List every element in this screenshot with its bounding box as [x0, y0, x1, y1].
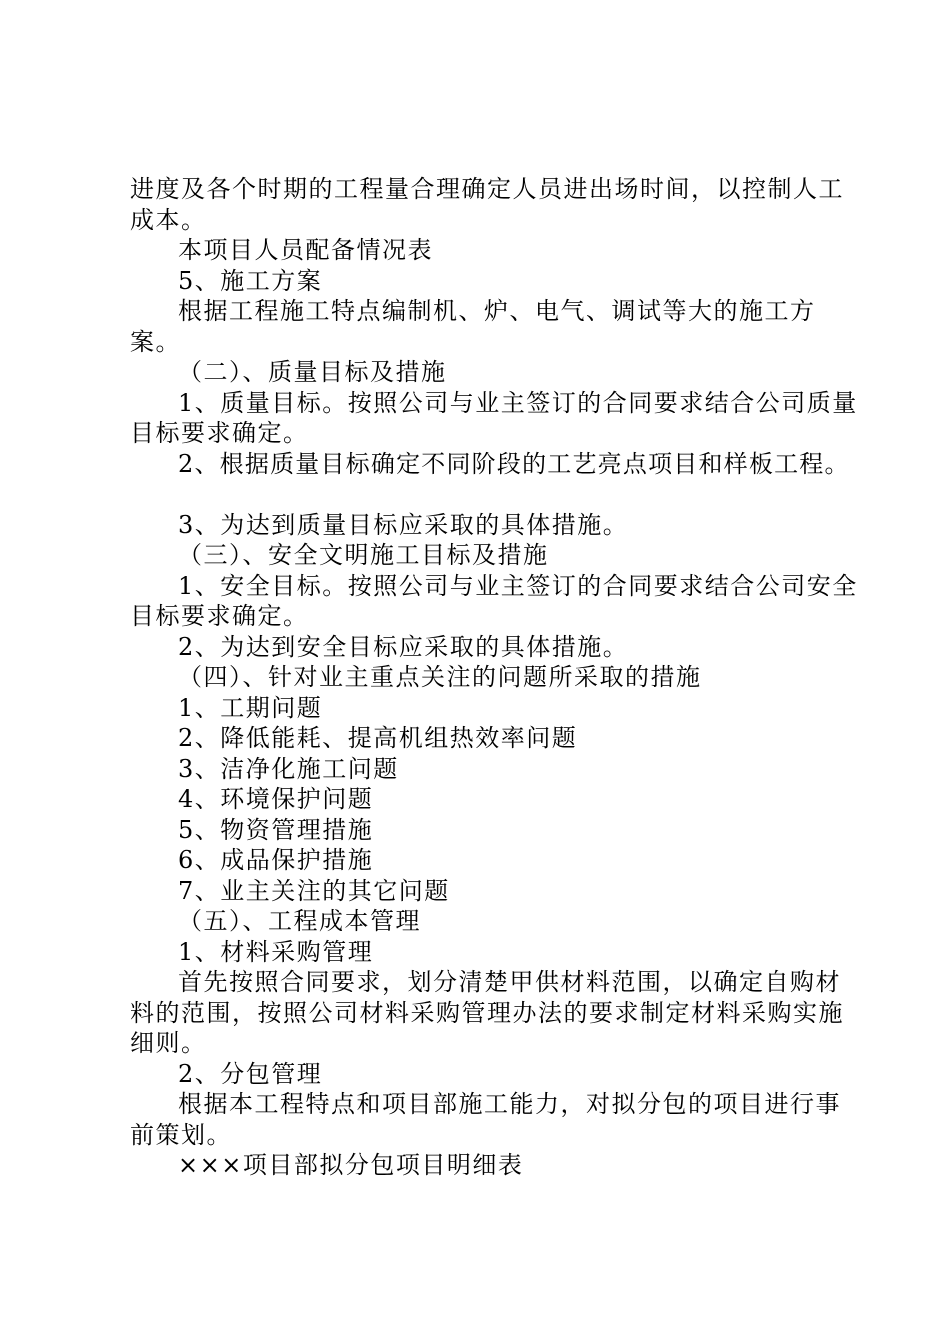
list-item-product-protection: 6、成品保护措施 [178, 846, 374, 874]
list-item-clean-construction: 3、洁净化施工问题 [178, 754, 399, 783]
paragraph-staffing-table-title: 本项目人员配备情况表 [178, 236, 433, 264]
heading-construction-plan: 5、施工方案 [178, 266, 323, 295]
blank-line [130, 479, 860, 510]
list-item-environment: 4、环境保护问题 [178, 785, 374, 813]
heading-safety-goals: （三）、安全文明施工目标及措施 [178, 541, 549, 569]
heading-material-purchasing: 1、材料采购管理 [178, 937, 374, 966]
paragraph-quality-goal-2: 2、根据质量目标确定不同阶段的工艺亮点项目和样板工程。 [178, 449, 850, 478]
list-item-schedule: 1、工期问题 [178, 693, 323, 722]
paragraph-safety-goal-1: 1、安全目标。按照公司与业主签订的合同要求结合公司安全目标要求确定。 [130, 571, 858, 630]
paragraph-subcontracting: 根据本工程特点和项目部施工能力，对拟分包的项目进行事前策划。 [130, 1090, 841, 1149]
paragraph-subcontract-table-title: ×××项目部拟分包项目明细表 [178, 1151, 524, 1179]
list-item-other-issues: 7、业主关注的其它问题 [178, 876, 450, 905]
heading-owner-concerns: （四）、针对业主重点关注的问题所采取的措施 [178, 663, 702, 691]
heading-quality-goals: （二）、质量目标及措施 [178, 358, 447, 386]
paragraph-construction-plan: 根据工程施工特点编制机、炉、电气、调试等大的施工方案。 [130, 297, 816, 356]
list-item-materials: 5、物资管理措施 [178, 815, 374, 844]
paragraph-quality-goal-1: 1、质量目标。按照公司与业主签订的合同要求结合公司质量目标要求确定。 [130, 388, 858, 447]
heading-cost-management: （五）、工程成本管理 [178, 907, 421, 935]
list-item-energy: 2、降低能耗、提高机组热效率问题 [178, 724, 578, 752]
paragraph-schedule-cost: 进度及各个时期的工程量合理确定人员进出场时间，以控制人工成本。 [130, 175, 844, 234]
paragraph-quality-goal-3: 3、为达到质量目标应采取的具体措施。 [178, 510, 629, 539]
heading-subcontracting: 2、分包管理 [178, 1059, 323, 1088]
paragraph-safety-goal-2: 2、为达到安全目标应采取的具体措施。 [178, 632, 629, 661]
document-body [130, 174, 860, 1181]
paragraph-material-purchasing: 首先按照合同要求，划分清楚甲供材料范围，以确定自购材料的范围，按照公司材料采购管理办法的要求制定材料采购实施细则。 [130, 968, 844, 1057]
